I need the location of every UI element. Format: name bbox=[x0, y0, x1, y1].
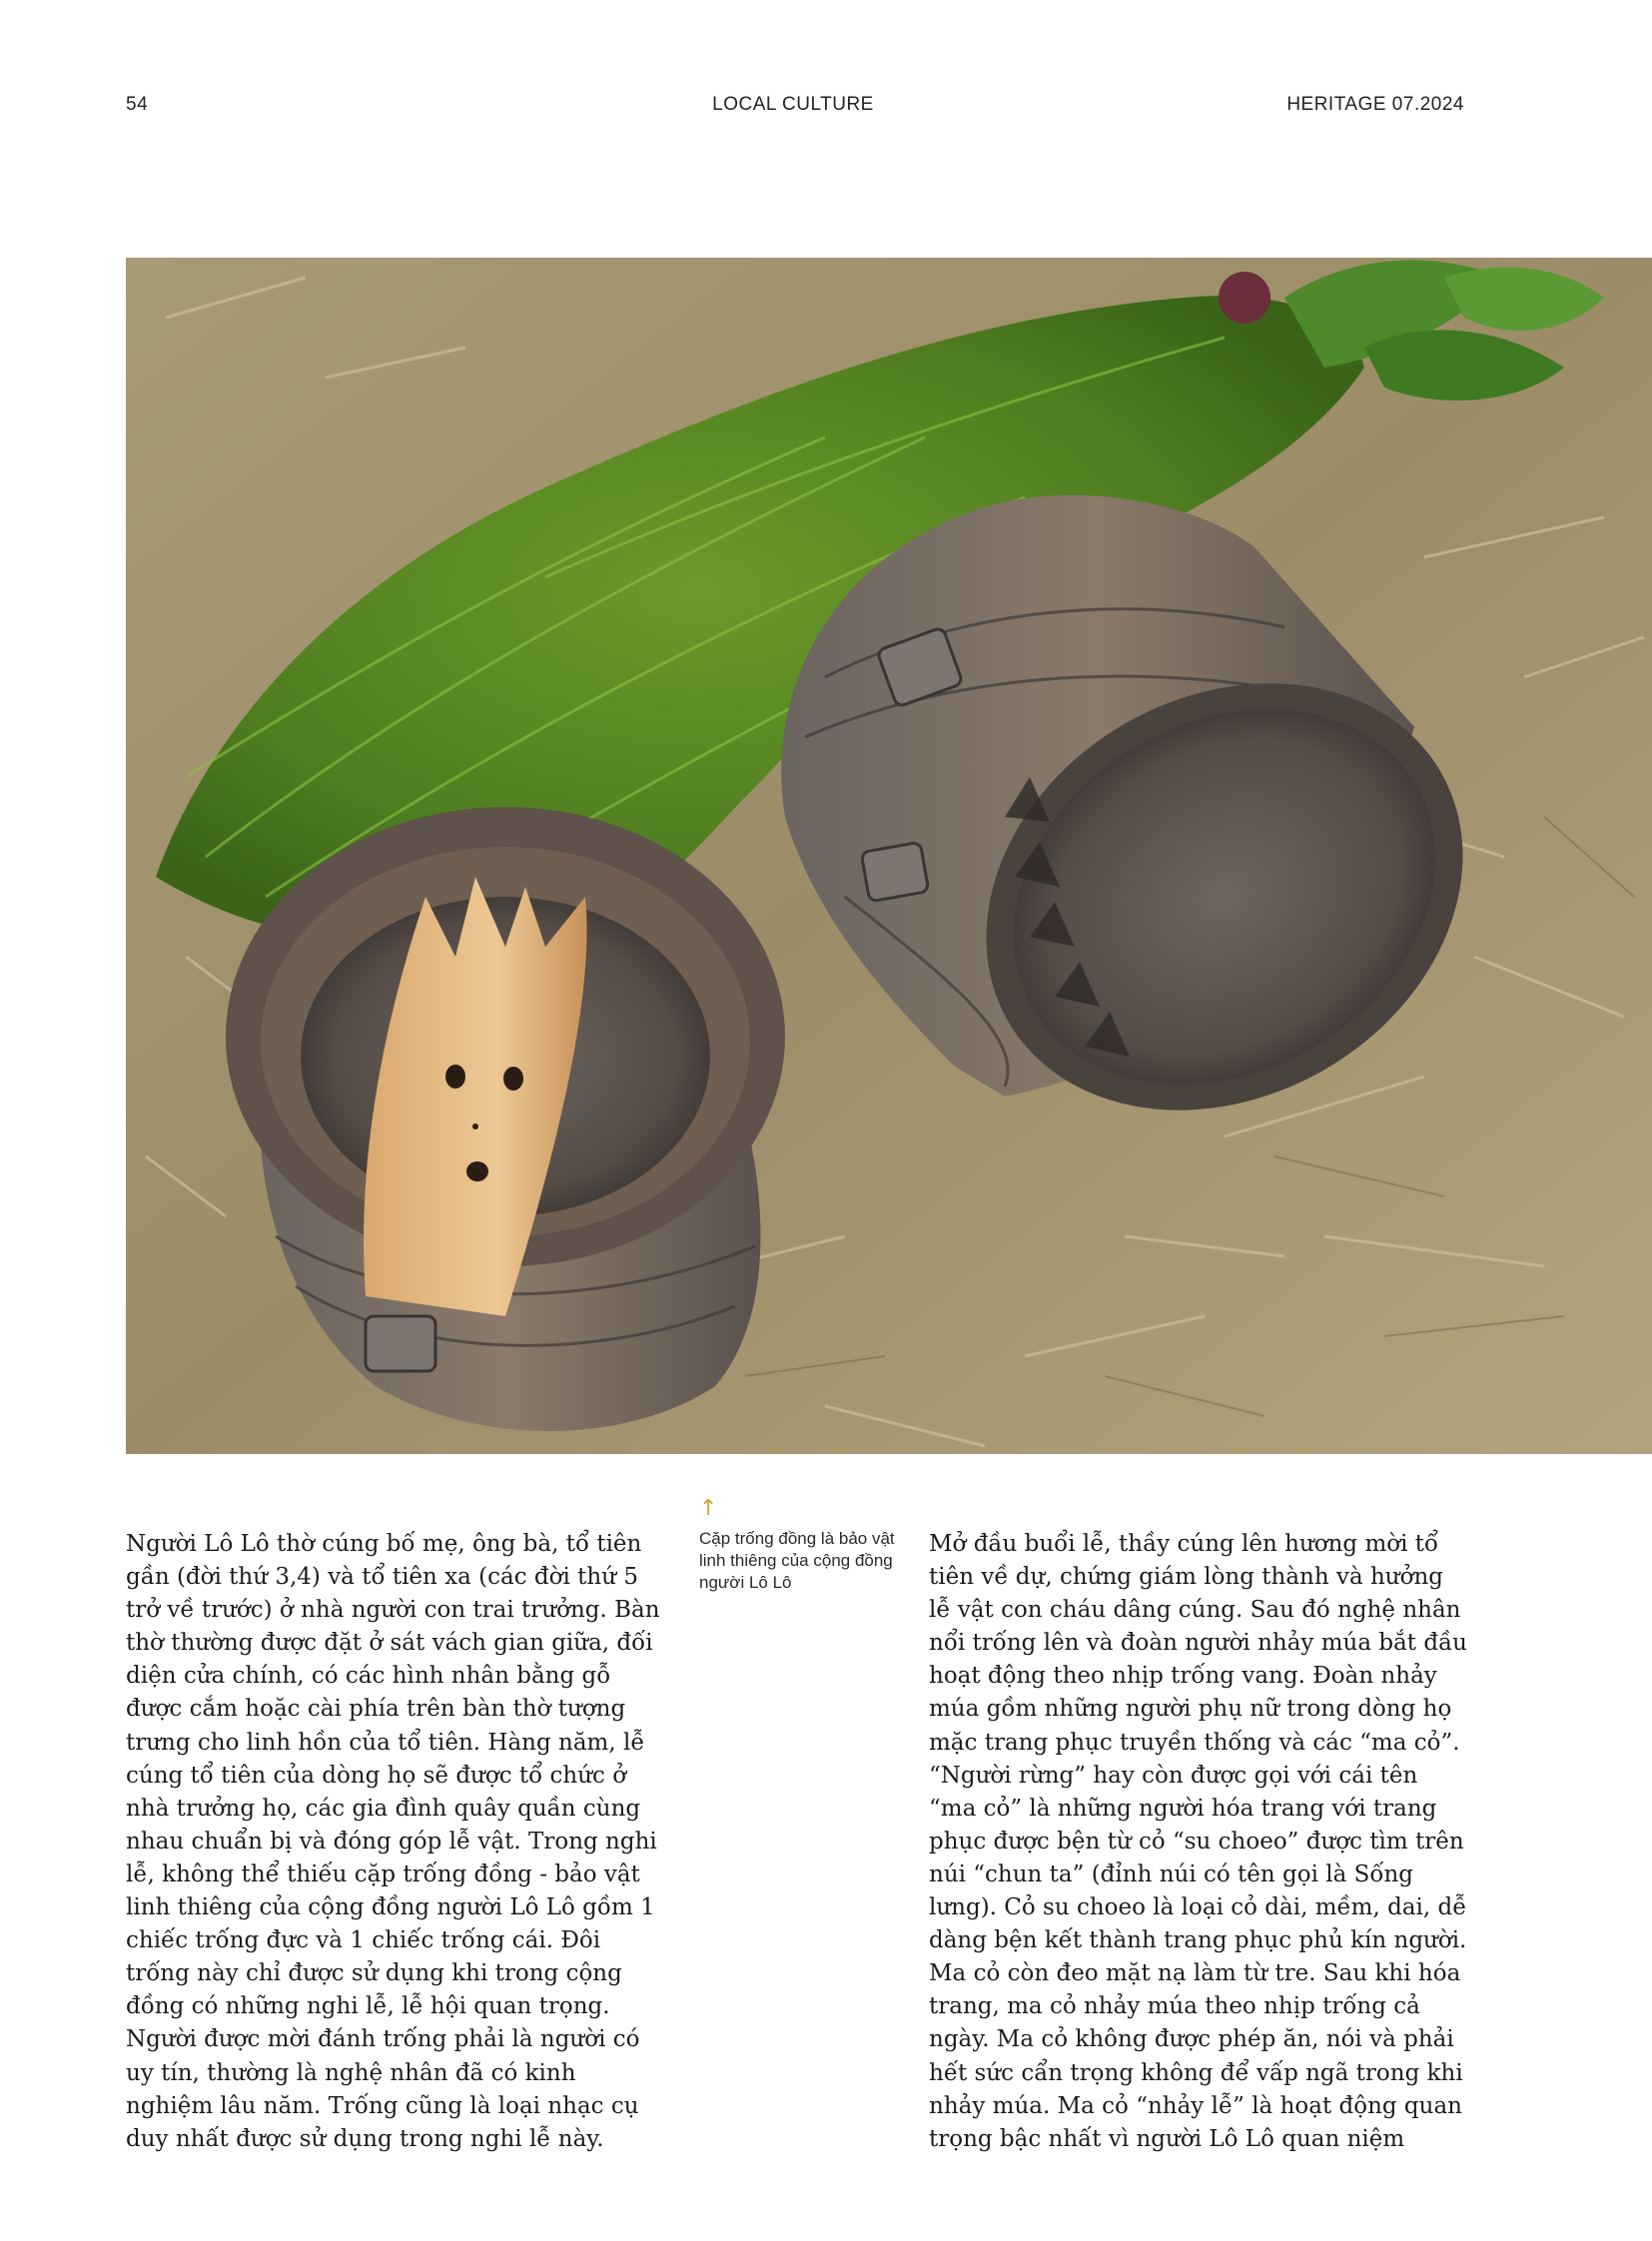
article-column-right: Mở đầu buổi lễ, thầy cúng lên hương mời tổ tiên về dự, chứng giám lòng thành và hưởng lễ vật con cháu dâng cúng. Sau đó nghệ nhân nổi trống lên và đoàn người nhảy múa bắt đầu hoạt động theo nhịp trống vang. Đoàn nhảy múa gồm những người phụ nữ trong dòng họ mặc trang phục truyền thống và các “ma cỏ”. “Người rừng” hay còn được gọi với cái tên “ma cỏ” là những người hóa trang với trang phục được bện từ cỏ “su choeo” được tìm trên núi “chun ta” (đỉnh núi có tên gọi là Sống lưng). Cỏ su choeo là loại cỏ dài, mềm, dai, dễ dàng bện kết thành trang phục phủ kín người. Ma cỏ còn đeo mặt nạ làm từ tre. Sau khi hóa trang, ma cỏ nhảy múa theo nhịp trống cả ngày. Ma cỏ không được phép ăn, nói và phải hết sức cẩn trọng không để vấp ngã trong khi nhảy múa. Ma cỏ “nhảy lễ” là hoạt động quan trọng bậc nhất vì người Lô Lô quan niệm bbox=[929, 1531, 1467, 2152]
photo-caption bbox=[699, 1498, 909, 1594]
caption-text: Cặp trống đồng là bảo vật linh thiêng của cộng đồng người Lô Lô bbox=[699, 1529, 895, 1592]
section-title: LOCAL CULTURE bbox=[712, 94, 874, 115]
page-number: 54 bbox=[126, 94, 149, 115]
issue-label: HERITAGE 07.2024 bbox=[1286, 94, 1464, 115]
article-column-left: Người Lô Lô thờ cúng bố mẹ, ông bà, tổ tiên gần (đời thứ 3,4) và tổ tiên xa (các đời thứ 5 trở về trước) ở nhà người con trai trưởng. Bàn thờ thường được đặt ở sát vách gian giữa, đối diện cửa chính, có các hình nhân bằng gỗ được cắm hoặc cài phía trên bàn thờ tượng trưng cho linh hồn của tổ tiên. Hàng năm, lễ cúng tổ tiên của dòng họ sẽ được tổ chức ở nhà trưởng họ, các gia đình quây quần cùng nhau chuẩn bị và đóng góp lễ vật. Trong nghi lễ, không thể thiếu cặp trống đồng - bảo vật linh thiêng của cộng đồng người Lô Lô gồm 1 chiếc trống đực và 1 chiếc trống cái. Đôi trống này chỉ được sử dụng khi trong cộng đồng có những nghi lễ, lễ hội quan trọng. Người được mời đánh trống phải là người có uy tín, thường là nghệ nhân đã có kinh nghiệm lâu năm. Trống cũng là loại nhạc cụ duy nhất được sử dụng trong nghi lễ này. bbox=[126, 1531, 660, 2152]
feature-photo bbox=[126, 258, 1652, 1454]
arrow-up-icon: ↑ bbox=[699, 1496, 718, 1521]
photo-drums-mask bbox=[126, 258, 1652, 1454]
